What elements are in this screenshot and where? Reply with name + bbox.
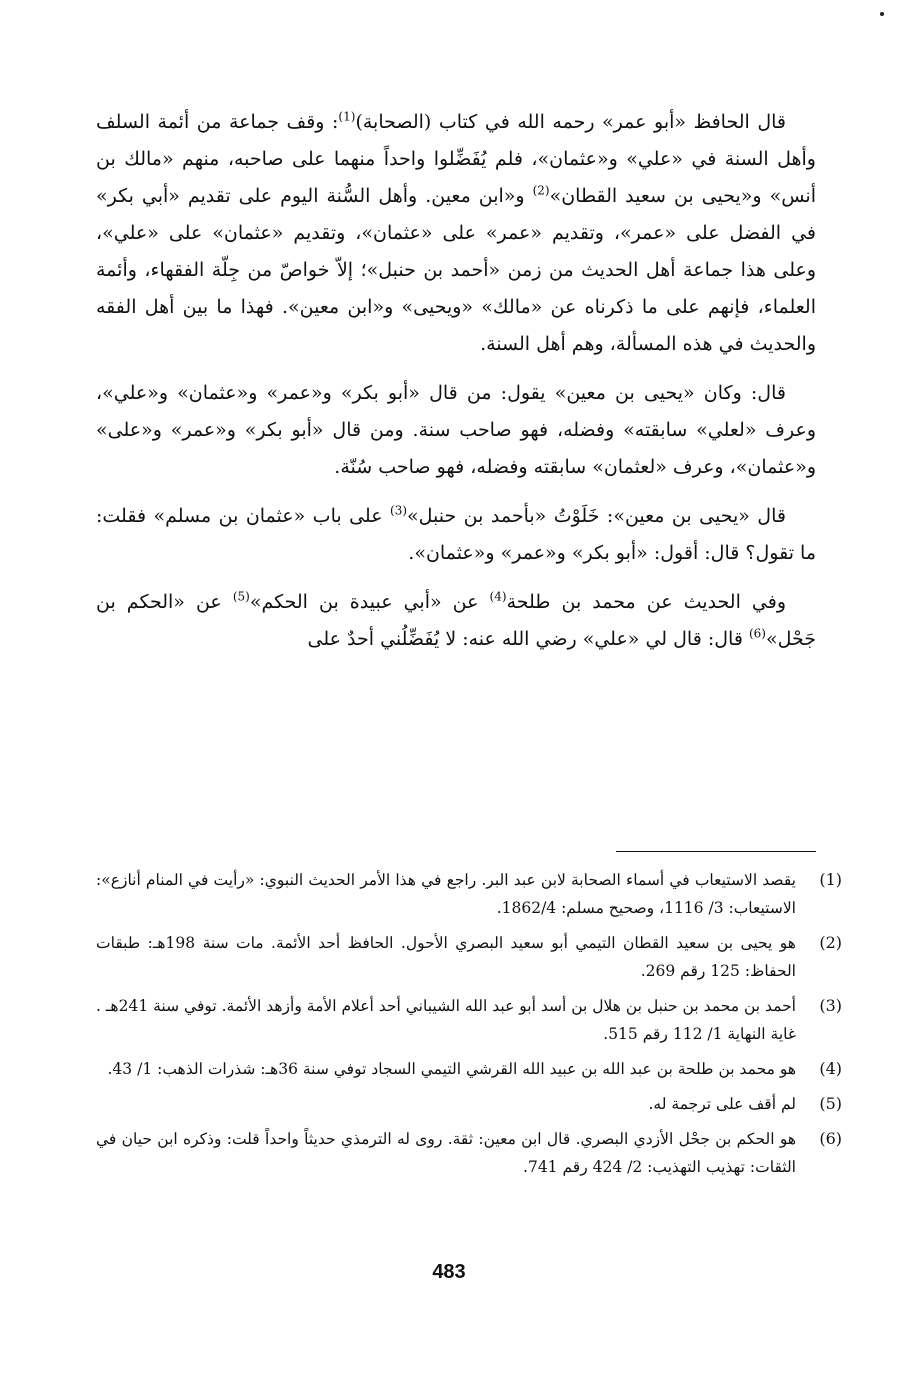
page-number: 483	[432, 1261, 466, 1283]
paragraph	[96, 375, 816, 486]
footnote-text: هو محمد بن طلحة بن عبد الله بن عبيد الله القرشي التيمي السجاد توفي سنة 36هـ: شذرات الذهب: 1/ 43.	[107, 1060, 796, 1078]
paragraph	[96, 498, 816, 572]
footnote	[96, 1055, 842, 1083]
footnote-number: (3)	[819, 996, 842, 1015]
footnote-number: (6)	[819, 1129, 842, 1148]
footnote-text: يقصد الاستيعاب في أسماء الصحابة لابن عبد البر. راجع في هذا الأمر الحديث النبوي: «رأيت في المنام أنازع»: الاستيعاب: 3/ 1116، وصحيح مسلم: 1862/4.	[96, 871, 796, 917]
footnote	[96, 929, 842, 985]
text-run: وفي الحديث عن محمد بن طلحة	[506, 591, 787, 613]
footnote-separator	[616, 851, 816, 852]
text-run: قال الحافظ «أبو عمر» رحمه الله في كتاب (الصحابة)	[355, 111, 787, 133]
footnote-text: هو يحيى بن سعيد القطان التيمي أبو سعيد البصري الأحول. الحافظ أحد الأئمة. مات سنة 198هـ: طبقات الحفاظ: 125 رقم 269.	[96, 934, 796, 980]
corner-mark	[880, 12, 884, 16]
paragraph	[96, 584, 816, 658]
footnote-ref: (5)	[232, 589, 250, 604]
footnote-number: (4)	[819, 1059, 842, 1078]
text-run: عن «أبي عبيدة بن الحكم»	[249, 591, 490, 613]
footnote-text: أحمد بن محمد بن حنبل بن هلال بن أسد أبو عبد الله الشيباني أحد أعلام الأمة وأزهد الأئمة. توفي سنة 241هـ . غاية النهاية 1/ 112 رقم 515.	[96, 997, 796, 1043]
text-run: عن «الحكم بن جَحْل»	[96, 591, 816, 650]
footnote-number: (1)	[819, 870, 842, 889]
footnote	[96, 1090, 842, 1118]
text-run: قال «يحيى بن معين»: خَلَوْتُ «بأحمد بن حنبل»	[407, 505, 786, 527]
footnote-text: هو الحكم بن جحْل الأزدي البصري. قال ابن معين: ثقة. روى له الترمذي حديثاً واحداً قلت: وذكره ابن حيان في الثقات: تهذيب التهذيب: 2/ 424 رقم 741.	[96, 1130, 796, 1176]
text-run: قال: وكان «يحيى بن معين» يقول: من قال «أبو بكر» و«عمر» و«عثمان» و«علي»، وعرف «لعلي» سابقته» وفضله، فهو صاحب سنة. ومن قال «أبو بكر» و«عمر» و«على» و«عثمان»، وعرف «لعثمان» سابقته وفضله، فهو صاحب سُنّة.	[96, 382, 816, 478]
text-run: : وقف جماعة من أئمة السلف وأهل السنة في «علي» و«عثمان»، فلم يُفَضِّلوا واحداً منهما على صاحبه، منهم «مالك بن أنس» و«يحيى بن سعيد القطان»	[96, 111, 816, 207]
footnotes	[96, 866, 842, 1188]
footnote-ref: (6)	[748, 626, 766, 641]
footnote-ref: (1)	[338, 109, 356, 124]
footnote-number: (2)	[819, 933, 842, 952]
footnote	[96, 992, 842, 1048]
text-run: قال: قال لي «علي» رضي الله عنه: لا يُفَضِّلُني أحدٌ على	[307, 628, 749, 650]
footnote	[96, 1125, 842, 1181]
footnote	[96, 866, 842, 922]
footnote-number: (5)	[819, 1094, 842, 1113]
footnote-ref: (4)	[489, 589, 507, 604]
footnote-ref: (2)	[532, 183, 550, 198]
text-run: على باب «عثمان بن مسلم» فقلت: ما تقول؟ قال: أقول: «أبو بكر» و«عمر» و«عثمان».	[96, 505, 816, 564]
footnote-ref: (3)	[390, 503, 408, 518]
footnote-text: لم أقف على ترجمة له.	[648, 1095, 796, 1113]
main-text	[96, 104, 816, 670]
text-run: و«ابن معين. وأهل السُّنة اليوم على تقديم «أبي بكر» في الفضل على «عمر»، وتقديم «عمر» على «عثمان»، وتقديم «عثمان» على «علي»، وعلى هذا جماعة أهل الحديث من زمن «أحمد بن حنبل»؛ إلاّ خواصّ من جِلّة الفقهاء، وأئمة العلماء، فإنهم على ما ذكرناه عن «مالك» «ويحيى» و«ابن معين». فهذا ما بين أهل الفقه والحديث في هذه المسألة، وهم أهل السنة.	[96, 185, 816, 355]
paragraph	[96, 104, 816, 363]
